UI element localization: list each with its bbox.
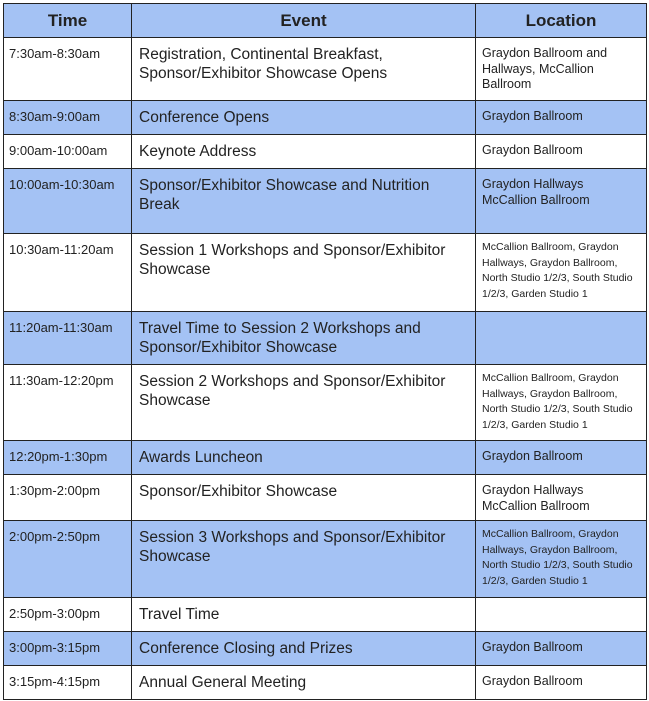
time-cell: 9:00am-10:00am xyxy=(4,135,132,169)
table-row xyxy=(4,666,647,700)
event-cell: Conference Closing and Prizes xyxy=(132,632,476,666)
event-cell: Registration, Continental Breakfast, Sponsor/Exhibitor Showcase Opens xyxy=(132,38,476,101)
location-cell xyxy=(476,312,647,365)
table-row xyxy=(4,475,647,521)
location-cell: McCallion Ballroom, Graydon Hallways, Graydon Ballroom, North Studio 1/2/3, South Studio 1/2/3, Garden Studio 1 xyxy=(476,365,647,441)
location-cell: Graydon Ballroom xyxy=(476,666,647,700)
location-cell: Graydon Ballroom and Hallways, McCallion Ballroom xyxy=(476,38,647,101)
time-cell: 11:30am-12:20pm xyxy=(4,365,132,441)
table-row xyxy=(4,38,647,101)
table-row xyxy=(4,312,647,365)
time-cell: 1:30pm-2:00pm xyxy=(4,475,132,521)
table-row xyxy=(4,365,647,441)
event-cell: Sponsor/Exhibitor Showcase and Nutrition Break xyxy=(132,169,476,234)
time-cell: 3:15pm-4:15pm xyxy=(4,666,132,700)
event-cell: Session 2 Workshops and Sponsor/Exhibitor Showcase xyxy=(132,365,476,441)
column-header-time: Time xyxy=(4,4,132,38)
event-cell: Session 1 Workshops and Sponsor/Exhibitor Showcase xyxy=(132,234,476,312)
time-cell: 3:00pm-3:15pm xyxy=(4,632,132,666)
table-row xyxy=(4,632,647,666)
event-cell: Session 3 Workshops and Sponsor/Exhibitor Showcase xyxy=(132,521,476,598)
time-cell: 2:00pm-2:50pm xyxy=(4,521,132,598)
column-header-location: Location xyxy=(476,4,647,38)
event-cell: Sponsor/Exhibitor Showcase xyxy=(132,475,476,521)
time-cell: 11:20am-11:30am xyxy=(4,312,132,365)
location-cell: McCallion Ballroom, Graydon Hallways, Graydon Ballroom, North Studio 1/2/3, South Studio 1/2/3, Garden Studio 1 xyxy=(476,234,647,312)
event-cell: Awards Luncheon xyxy=(132,441,476,475)
time-cell: 12:20pm-1:30pm xyxy=(4,441,132,475)
table-row xyxy=(4,598,647,632)
header-row xyxy=(4,4,647,38)
location-cell: Graydon Ballroom xyxy=(476,632,647,666)
time-cell: 10:00am-10:30am xyxy=(4,169,132,234)
time-cell: 7:30am-8:30am xyxy=(4,38,132,101)
table-row xyxy=(4,441,647,475)
location-cell: Graydon Ballroom xyxy=(476,441,647,475)
table-row xyxy=(4,234,647,312)
location-cell: Graydon Hallways McCallion Ballroom xyxy=(476,475,647,521)
event-cell: Travel Time to Session 2 Workshops and Sponsor/Exhibitor Showcase xyxy=(132,312,476,365)
event-cell: Conference Opens xyxy=(132,101,476,135)
event-cell: Travel Time xyxy=(132,598,476,632)
event-cell: Keynote Address xyxy=(132,135,476,169)
time-cell: 2:50pm-3:00pm xyxy=(4,598,132,632)
table-row xyxy=(4,101,647,135)
time-cell: 8:30am-9:00am xyxy=(4,101,132,135)
location-cell: Graydon Hallways McCallion Ballroom xyxy=(476,169,647,234)
location-cell: McCallion Ballroom, Graydon Hallways, Graydon Ballroom, North Studio 1/2/3, South Studio 1/2/3, Garden Studio 1 xyxy=(476,521,647,598)
location-cell: Graydon Ballroom xyxy=(476,101,647,135)
column-header-event: Event xyxy=(132,4,476,38)
event-cell: Annual General Meeting xyxy=(132,666,476,700)
location-cell: Graydon Ballroom xyxy=(476,135,647,169)
table-row xyxy=(4,521,647,598)
table-row xyxy=(4,135,647,169)
table-row xyxy=(4,169,647,234)
time-cell: 10:30am-11:20am xyxy=(4,234,132,312)
location-cell xyxy=(476,598,647,632)
schedule-table xyxy=(3,3,647,700)
